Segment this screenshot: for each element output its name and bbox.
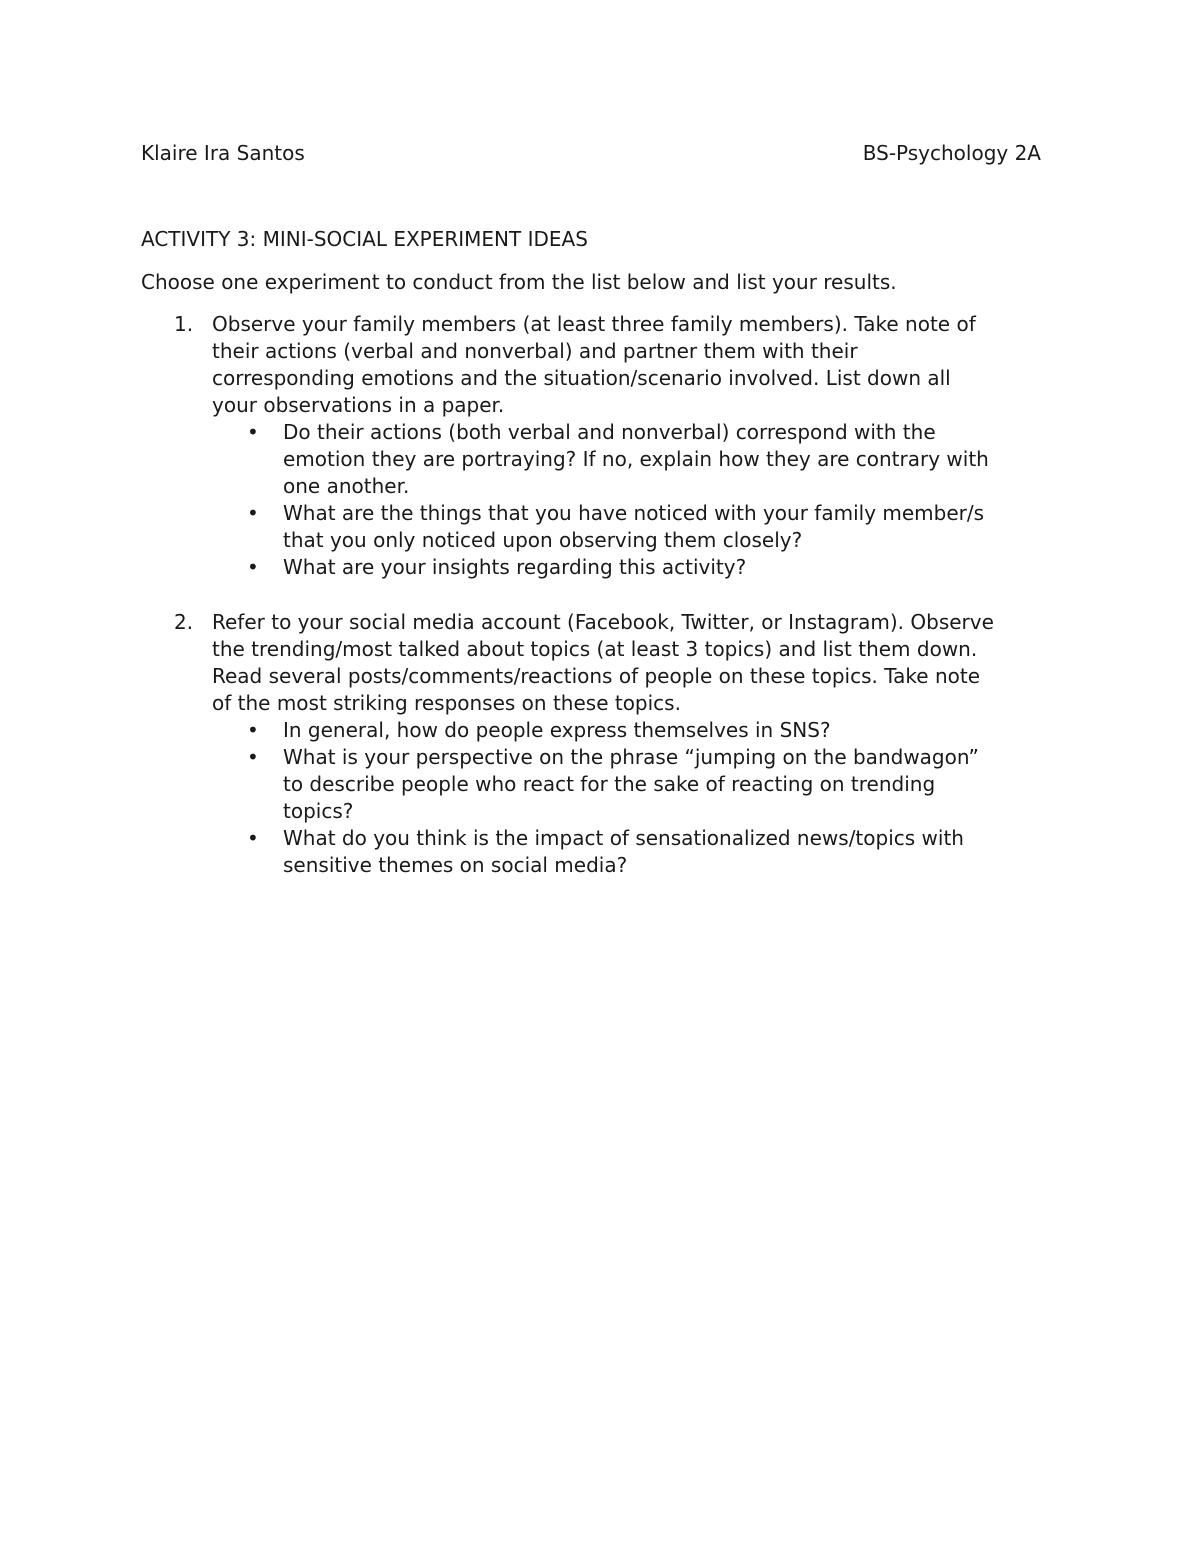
text-line: your observations in a paper. bbox=[212, 393, 505, 417]
bullet-icon: • bbox=[247, 745, 259, 769]
bullet-text bbox=[283, 717, 1074, 744]
text-line: sensitive themes on social media? bbox=[283, 853, 628, 877]
activity-title: ACTIVITY 3: MINI-SOCIAL EXPERIMENT IDEAS bbox=[141, 227, 588, 251]
instructions-text: Choose one experiment to conduct from the list below and list your results. bbox=[141, 270, 897, 294]
document-header bbox=[141, 140, 1041, 168]
bullet-list bbox=[174, 419, 1074, 581]
bullet-item bbox=[174, 419, 1074, 500]
text-line: Refer to your social media account (Facebook, Twitter, or Instagram). Observe bbox=[212, 610, 994, 634]
text-line: Read several posts/comments/reactions of people on these topics. Take note bbox=[212, 664, 980, 688]
bullet-list bbox=[174, 717, 1074, 879]
text-line: that you only noticed upon observing them closely? bbox=[283, 528, 803, 552]
bullet-icon: • bbox=[247, 420, 259, 444]
bullet-item bbox=[174, 744, 1074, 825]
text-line: In general, how do people express themselves in SNS? bbox=[283, 718, 831, 742]
bullet-icon: • bbox=[247, 826, 259, 850]
bullet-item bbox=[174, 825, 1074, 879]
text-line: What do you think is the impact of sensationalized news/topics with bbox=[283, 826, 964, 850]
text-line: the trending/most talked about topics (at least 3 topics) and list them down. bbox=[212, 637, 978, 661]
list-item-number: 1. bbox=[174, 312, 194, 336]
text-line: What are the things that you have noticed with your family member/s bbox=[283, 501, 985, 525]
text-line: emotion they are portraying? If no, explain how they are contrary with bbox=[283, 447, 989, 471]
bullet-text bbox=[283, 744, 1074, 825]
text-line: to describe people who react for the sake of reacting on trending bbox=[283, 772, 936, 796]
list-item-number: 2. bbox=[174, 610, 194, 634]
bullet-text bbox=[283, 419, 1074, 500]
bullet-text bbox=[283, 825, 1074, 879]
bullet-icon: • bbox=[247, 501, 259, 525]
text-line: Observe your family members (at least three family members). Take note of bbox=[212, 312, 976, 336]
list-item-text bbox=[212, 609, 1072, 717]
text-line: of the most striking responses on these topics. bbox=[212, 691, 681, 715]
numbered-list-item bbox=[174, 609, 1074, 879]
bullet-text bbox=[283, 554, 1074, 581]
text-line: What is your perspective on the phrase “jumping on the bandwagon” bbox=[283, 745, 979, 769]
numbered-list-item bbox=[174, 311, 1074, 581]
bullet-icon: • bbox=[247, 555, 259, 579]
bullet-item bbox=[174, 717, 1074, 744]
text-line: What are your insights regarding this activity? bbox=[283, 555, 747, 579]
text-line: one another. bbox=[283, 474, 410, 498]
text-line: corresponding emotions and the situation/scenario involved. List down all bbox=[212, 366, 951, 390]
bullet-item bbox=[174, 554, 1074, 581]
text-line: topics? bbox=[283, 799, 354, 823]
course-section: BS-Psychology 2A bbox=[862, 141, 1041, 165]
bullet-text bbox=[283, 500, 1074, 554]
list-item-text bbox=[212, 311, 1072, 419]
bullet-item bbox=[174, 500, 1074, 554]
text-line: their actions (verbal and nonverbal) and partner them with their bbox=[212, 339, 858, 363]
student-name: Klaire Ira Santos bbox=[141, 141, 305, 165]
bullet-icon: • bbox=[247, 718, 259, 742]
text-line: Do their actions (both verbal and nonverbal) correspond with the bbox=[283, 420, 936, 444]
